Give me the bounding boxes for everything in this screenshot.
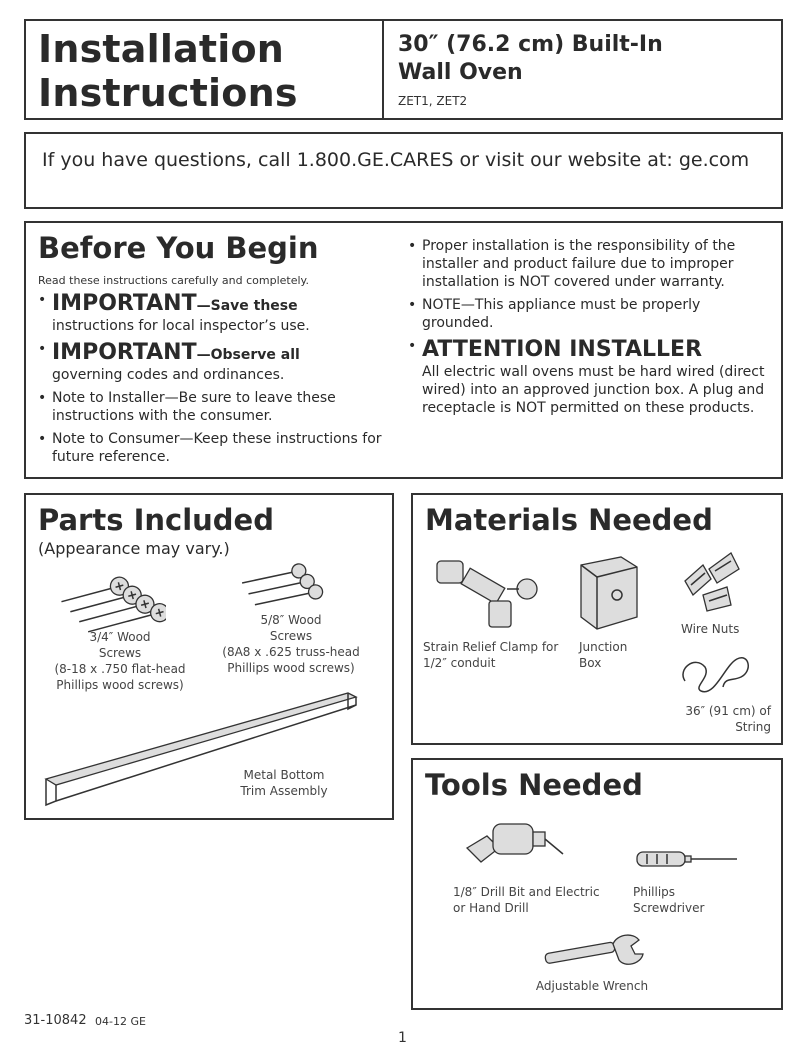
before-you-begin-intro: Read these instructions carefully and completely. — [38, 274, 309, 287]
string-caption — [675, 703, 771, 735]
caption-line: String — [735, 720, 771, 734]
before-you-begin-box — [24, 221, 783, 479]
caption-line: Box — [579, 656, 602, 670]
contact-text: If you have questions, call 1.800.GE.CARES or visit our website at: ge.com — [42, 149, 750, 171]
caption-line: 36″ (91 cm) of — [685, 704, 771, 718]
list-item — [408, 337, 768, 417]
caption-line: 1/8″ Drill Bit and Electric — [453, 885, 600, 899]
metal-trim-caption — [224, 767, 344, 799]
list-item: • Proper installation is the responsibility of the installer and product failure due to improper installation is NOT covered under warranty. — [408, 237, 768, 291]
caption-line: Junction — [579, 640, 628, 654]
materials-needed-box — [411, 493, 783, 745]
caption-line: Phillips wood screws) — [56, 678, 184, 692]
product-title-line1: 30″ (76.2 cm) Built-In — [398, 32, 663, 57]
attention-text: All electric wall ovens must be hard wired (direct wired) into an approved junction box. A plug and receptacle is NOT permitted on these products. — [422, 364, 765, 416]
tools-needed-title: Tools Needed — [425, 768, 643, 802]
list-item: • Note to Installer—Be sure to leave these instructions with the consumer. — [38, 389, 383, 425]
product-title — [398, 31, 663, 87]
date-code: 04-12 GE — [95, 1015, 146, 1028]
caption-line: Metal Bottom — [243, 768, 325, 782]
header-box — [24, 19, 783, 120]
caption-line: Screws — [269, 629, 313, 643]
important-subtext: —Observe all — [196, 347, 300, 363]
materials-needed-title: Materials Needed — [425, 503, 713, 537]
document-number: 31-10842 — [24, 1013, 87, 1028]
caption-line: or Hand Drill — [453, 901, 529, 915]
wire-nuts-caption: Wire Nuts — [681, 622, 740, 636]
important-subtext: —Save these — [196, 298, 298, 314]
wrench-caption: Adjustable Wrench — [535, 979, 649, 993]
list-item: • NOTE—This appliance must be properly grounded. — [408, 296, 768, 332]
list-item: • Note to Consumer—Keep these instructions for future reference. — [38, 430, 383, 466]
caption-line: Trim Assembly — [240, 784, 328, 798]
parts-included-box — [24, 493, 394, 820]
main-title — [38, 27, 298, 115]
caption-line: Screwdriver — [633, 901, 705, 915]
header-divider — [382, 21, 384, 118]
main-title-line1: Installation — [38, 27, 285, 71]
model-numbers: ZET1, ZET2 — [398, 94, 468, 108]
tools-needed-box — [411, 758, 783, 1010]
screwdriver-caption — [633, 884, 704, 916]
important-heading: IMPORTANT — [52, 340, 197, 365]
contact-box — [24, 132, 783, 209]
wood-screws-58-caption — [216, 612, 366, 676]
wire-nuts-icon — [675, 545, 755, 621]
attention-heading: ATTENTION INSTALLER — [422, 337, 703, 362]
caption-line: Phillips wood screws) — [227, 661, 355, 675]
caption-line: Screws — [98, 646, 142, 660]
parts-included-title: Parts Included — [38, 503, 274, 537]
list-item — [38, 340, 383, 384]
caption-line: (8-18 x .750 flat-head — [54, 662, 186, 676]
junction-box-caption — [579, 639, 627, 671]
before-you-begin-right-list — [408, 237, 768, 422]
important-continuation: instructions for local inspector’s use. — [52, 318, 310, 334]
product-title-line2: Wall Oven — [398, 60, 523, 85]
parts-note: (Appearance may vary.) — [38, 539, 230, 558]
strain-relief-caption — [423, 639, 558, 671]
junction-box-icon — [575, 551, 645, 635]
before-you-begin-title: Before You Begin — [38, 231, 319, 265]
phillips-screwdriver-icon — [633, 846, 743, 872]
caption-line: Phillips — [633, 885, 676, 899]
wood-screws-34-icon — [56, 575, 166, 635]
drill-icon — [459, 814, 569, 876]
wood-screws-58-icon — [236, 563, 326, 613]
adjustable-wrench-icon — [539, 932, 649, 972]
string-icon — [675, 647, 755, 697]
caption-line: (8A8 x .625 truss-head — [222, 645, 360, 659]
caption-line: 1/2″ conduit — [423, 656, 496, 670]
main-title-line2: Instructions — [38, 71, 298, 115]
caption-line: 5/8″ Wood — [260, 613, 322, 627]
list-item — [38, 291, 383, 335]
page-number: 1 — [398, 1030, 407, 1046]
strain-relief-clamp-icon — [427, 547, 547, 635]
drill-caption — [453, 884, 600, 916]
important-heading: IMPORTANT — [52, 291, 197, 316]
before-you-begin-left-list — [38, 291, 383, 471]
caption-line: 3/4″ Wood — [89, 630, 151, 644]
important-continuation: governing codes and ordinances. — [52, 367, 285, 383]
caption-line: Strain Relief Clamp for — [423, 640, 559, 654]
